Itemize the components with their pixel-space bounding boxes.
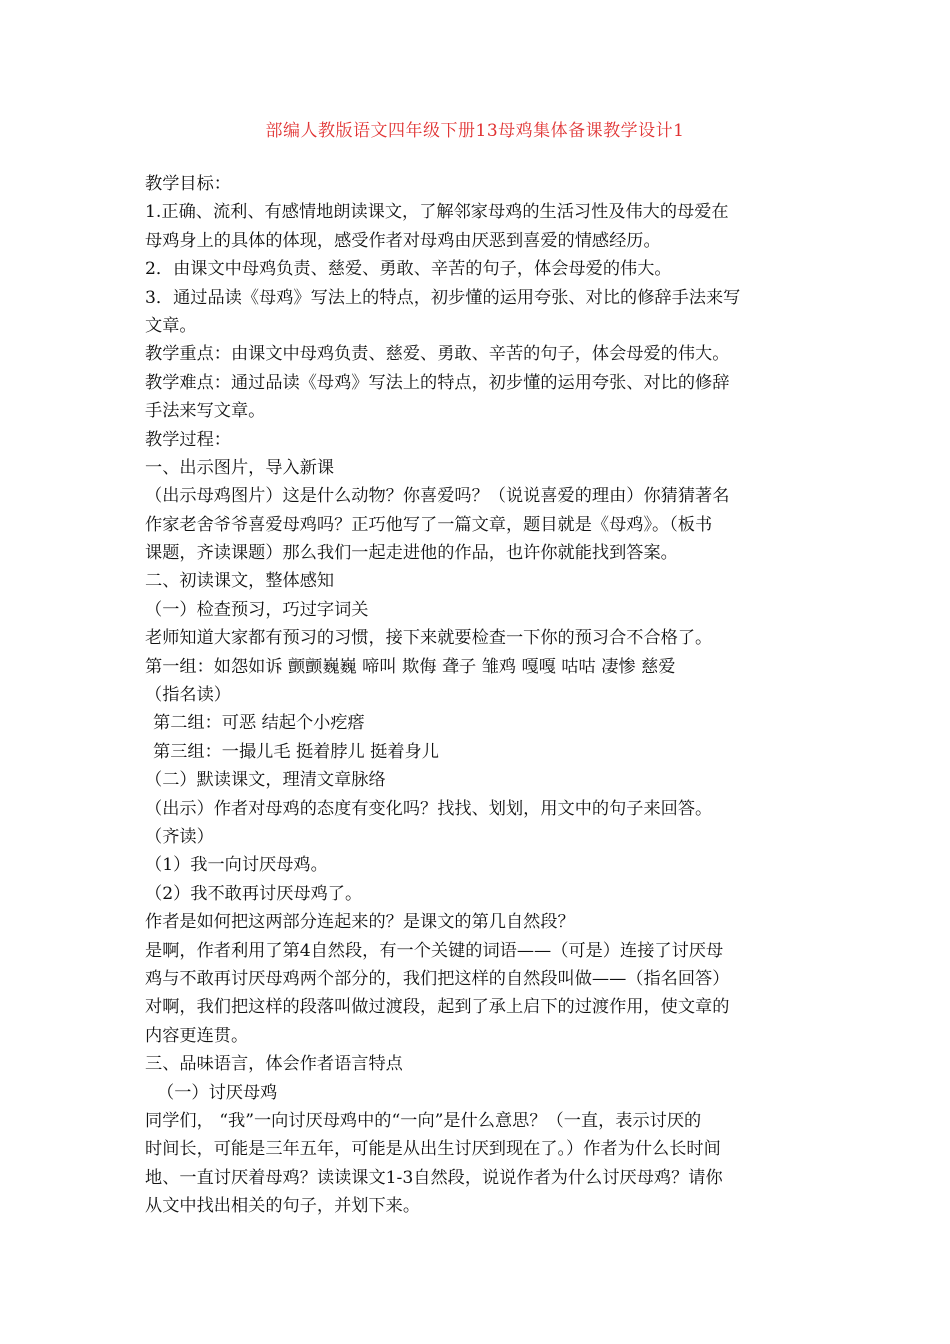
text-line: 教学目标： (145, 174, 231, 194)
text-line: 从文中找出相关的句子，并划下来。 (145, 1196, 421, 1217)
text-line: 母鸡身上的具体的体现，感受作者对母鸡由厌恶到喜爱的情感经历。 (145, 230, 661, 251)
text-line: 作者是如何把这两部分连起来的？是课文的第几自然段？ (145, 912, 575, 933)
text-line: 手法来写文章。 (145, 401, 266, 422)
text-line: 课题，齐读课题）那么我们一起走进他的作品，也许你就能找到答案。 (145, 543, 678, 564)
text-line: 第三组：一撮儿毛 挺着脖儿 挺着身儿 (153, 741, 439, 762)
document-body (145, 170, 810, 1220)
text-line: （出示母鸡图片）这是什么动物？你喜爱吗？（说说喜爱的理由）你猜猜著名 (145, 486, 730, 507)
text-line: 三、品味语言，体会作者语言特点 (145, 1054, 403, 1075)
text-line: （1）我一向讨厌母鸡。 (145, 855, 328, 876)
text-line: 3．通过品读《母鸡》写法上的特点，初步懂的运用夸张、对比的修辞手法来写 (145, 287, 741, 308)
text-line: 第二组：可恶 结起个小疙瘩 (153, 713, 365, 734)
text-line: （一）讨厌母鸡 (157, 1082, 278, 1103)
text-line: 鸡与不敢再讨厌母鸡两个部分的，我们把这样的自然段叫做——（指名回答） (145, 968, 730, 989)
text-line: 老师知道大家都有预习的习惯，接下来就要检查一下你的预习合不合格了。 (145, 628, 713, 649)
text-line: （一）检查预习，巧过字词关 (145, 599, 369, 620)
text-line: 1.正确、流利、有感情地朗读课文，了解邻家母鸡的生活习性及伟大的母爱在 (145, 202, 729, 223)
text-line: 作家老舍爷爷喜爱母鸡吗？正巧他写了一篇文章，题目就是《母鸡》。（板书 (145, 514, 713, 535)
text-line: 地、一直讨厌着母鸡？读读课文1-3自然段，说说作者为什么讨厌母鸡？请你 (145, 1167, 723, 1188)
text-line: 二、初读课文，整体感知 (145, 571, 335, 592)
text-line: 内容更连贯。 (145, 1025, 249, 1046)
text-line: （2）我不敢再讨厌母鸡了。 (145, 883, 363, 904)
text-line: （齐读） (145, 826, 214, 847)
text-line: 2．由课文中母鸡负责、慈爱、勇敢、辛苦的句子，体会母爱的伟大。 (145, 259, 672, 280)
text-line: 文章。 (145, 315, 197, 336)
text-line: 是啊，作者利用了第4自然段，有一个关键的词语——（可是）连接了讨厌母 (145, 940, 724, 961)
text-line: （出示）作者对母鸡的态度有变化吗？找找、划划，用文中的句子来回答。 (145, 798, 713, 819)
text-line: （二）默读课文，理清文章脉络 (145, 770, 386, 791)
text-line: 教学难点：通过品读《母鸡》写法上的特点，初步懂的运用夸张、对比的修辞 (145, 372, 730, 393)
text-line: （指名读） (145, 685, 231, 706)
text-line: 同学们， “我”一向讨厌母鸡中的“一向”是什么意思？（一直，表示讨厌的 (145, 1110, 702, 1131)
text-line: 教学重点：由课文中母鸡负责、慈爱、勇敢、辛苦的句子，体会母爱的伟大。 (145, 344, 730, 365)
document-title: 部编人教版语文四年级下册13母鸡集体备课教学设计1 (265, 121, 685, 141)
text-line: 教学过程： (145, 429, 231, 450)
text-line: 一、出示图片，导入新课 (145, 457, 335, 478)
text-line: 对啊，我们把这样的段落叫做过渡段，起到了承上启下的过渡作用，使文章的 (145, 997, 730, 1018)
text-line: 第一组：如怨如诉 颤颤巍巍 啼叫 欺侮 聋子 雏鸡 嘎嘎 咕咕 凄惨 慈爱 (145, 656, 676, 677)
text-line: 时间长，可能是三年五年，可能是从出生讨厌到现在了。）作者为什么长时间 (145, 1139, 721, 1160)
